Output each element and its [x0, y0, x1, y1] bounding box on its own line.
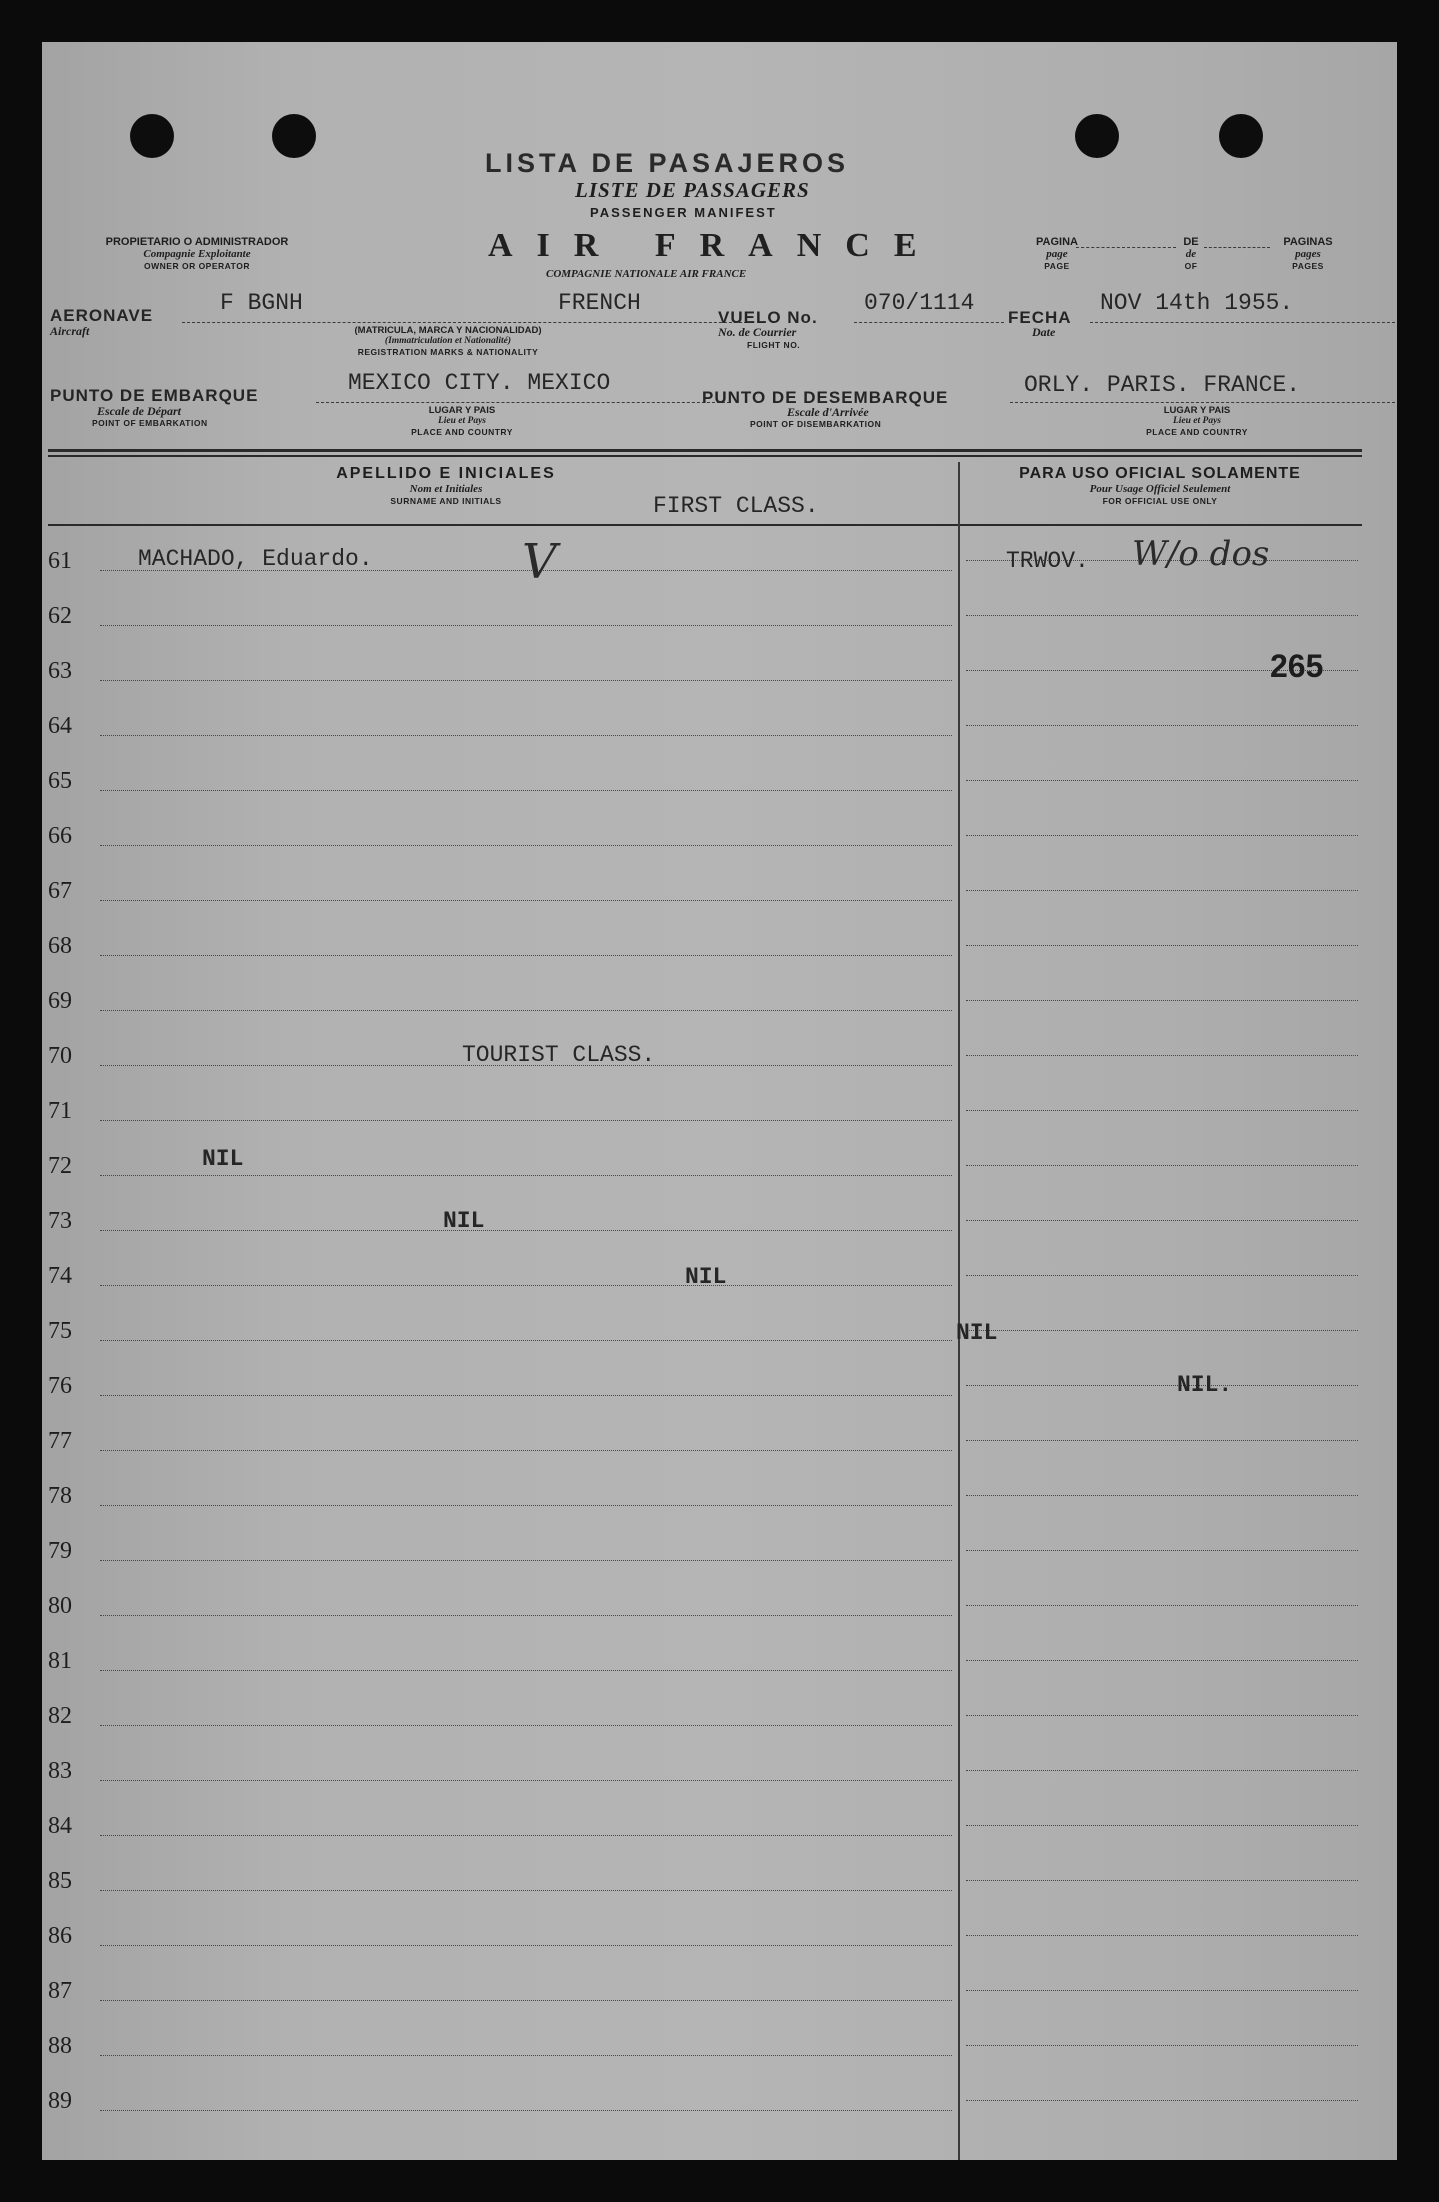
row-number-79: 79: [48, 1538, 72, 1564]
row-line-name: [100, 2055, 952, 2056]
row-line-official: [966, 2100, 1358, 2101]
row-line-name: [100, 1945, 952, 1946]
title-english: PASSENGER MANIFEST: [590, 205, 777, 220]
embark-label-fr: Escale de Départ: [97, 404, 181, 418]
row-line-official: [966, 1055, 1358, 1056]
punch-hole-2: [272, 114, 316, 158]
row-number-87: 87: [48, 1978, 72, 2004]
row-number-86: 86: [48, 1923, 72, 1949]
embark-label: PUNTO DE EMBARQUE: [50, 386, 259, 405]
row-number-70: 70: [48, 1043, 72, 1069]
page-label: PAGINA page PAGE: [1036, 236, 1078, 271]
row-line-official: [966, 1440, 1358, 1441]
pages-label: PAGINAS pages PAGES: [1283, 236, 1333, 271]
row-line-name: [100, 900, 952, 901]
title-french: LISTE DE PASSAGERS: [575, 178, 810, 202]
date-value: NOV 14th 1955.: [1100, 290, 1294, 316]
row-line-name: [100, 1505, 952, 1506]
row-line-name: [100, 1560, 952, 1561]
row-line-name: [100, 1615, 952, 1616]
row-line-official: [966, 780, 1358, 781]
manifest-sheet: [42, 42, 1397, 2160]
owner-label: [52, 236, 342, 272]
row-number-80: 80: [48, 1593, 72, 1619]
row-line-name: [100, 1120, 952, 1121]
row-number-78: 78: [48, 1483, 72, 1509]
punch-hole-1: [130, 114, 174, 158]
row-number-85: 85: [48, 1868, 72, 1894]
owner-label-en: OWNER OR OPERATOR: [144, 261, 250, 271]
official-signature: W/o dos: [1132, 534, 1270, 574]
row-line-name: [100, 955, 952, 956]
row-line-name: [100, 2110, 952, 2111]
row-line-official: [966, 1275, 1358, 1276]
tourist-class-heading: TOURIST CLASS.: [462, 1042, 656, 1068]
nil-entry-4: NIL: [956, 1320, 998, 1346]
row-line-official: [966, 1605, 1358, 1606]
punch-hole-4: [1219, 114, 1263, 158]
flight-number: 070/1114: [864, 290, 975, 316]
row-number-69: 69: [48, 988, 72, 1014]
row-number-89: 89: [48, 2088, 72, 2114]
row-number-64: 64: [48, 713, 72, 739]
row-number-76: 76: [48, 1373, 72, 1399]
row-line-name: [100, 1890, 952, 1891]
row-line-official: [966, 725, 1358, 726]
flight-label-en: FLIGHT NO.: [747, 340, 801, 350]
row-line-name: [100, 1340, 952, 1341]
row-line-official: [966, 1550, 1358, 1551]
row-line-name: [100, 1670, 952, 1671]
airline-subtitle: COMPAGNIE NATIONALE AIR FRANCE: [546, 268, 747, 280]
owner-label-fr: Compagnie Exploitante: [143, 248, 251, 260]
title-spanish: LISTA DE PASAJEROS: [485, 148, 850, 178]
header-rule-top: [48, 449, 1362, 452]
check-mark: V: [522, 534, 557, 590]
row-line-official: [966, 1825, 1358, 1826]
row-line-official: [966, 1495, 1358, 1496]
official-code: TRWOV.: [1006, 548, 1089, 574]
row-number-62: 62: [48, 603, 72, 629]
row-line-name: [100, 1395, 952, 1396]
passenger-name: MACHADO, Eduardo.: [138, 546, 373, 572]
row-line-official: [966, 1935, 1358, 1936]
airline-name: AIR FRANCE: [488, 227, 941, 264]
aircraft-sub: (MATRICULA, MARCA Y NACIONALIDAD) (Immatriculation et Nationalité) REGISTRATION MARKS & NATIONALITY: [354, 325, 542, 357]
row-number-82: 82: [48, 1703, 72, 1729]
nil-entry-1: NIL: [202, 1146, 244, 1172]
row-line-official: [966, 1880, 1358, 1881]
row-line-name: [100, 845, 952, 846]
row-number-67: 67: [48, 878, 72, 904]
row-line-official: [966, 1385, 1358, 1386]
row-line-official: [966, 1165, 1358, 1166]
row-line-name: [100, 680, 952, 681]
date-label-fr: Date: [1032, 325, 1056, 339]
row-number-65: 65: [48, 768, 72, 794]
row-line-official: [966, 1770, 1358, 1771]
flight-label-fr: No. de Courrier: [718, 325, 797, 339]
row-line-official: [966, 1715, 1358, 1716]
row-number-61: 61: [48, 548, 72, 574]
row-number-88: 88: [48, 2033, 72, 2059]
row-number-77: 77: [48, 1428, 72, 1454]
nil-entry-5: NIL.: [1177, 1372, 1233, 1398]
page-of-label: DE de OF: [1183, 236, 1199, 271]
row-line-official: [966, 2045, 1358, 2046]
embark-value: MEXICO CITY. MEXICO: [348, 370, 611, 396]
nil-entry-3: NIL: [685, 1264, 727, 1290]
row-line-name: [100, 625, 952, 626]
row-number-74: 74: [48, 1263, 72, 1289]
row-line-name: [100, 1450, 952, 1451]
disembark-label-en: POINT OF DISEMBARKATION: [750, 419, 882, 429]
row-line-official: [966, 1000, 1358, 1001]
disembark-value: ORLY. PARIS. FRANCE.: [1024, 372, 1301, 398]
row-number-84: 84: [48, 1813, 72, 1839]
row-line-name: [100, 1285, 952, 1286]
row-number-72: 72: [48, 1153, 72, 1179]
row-number-73: 73: [48, 1208, 72, 1234]
row-line-name: [100, 735, 952, 736]
row-line-official: [966, 1330, 1358, 1331]
row-line-name: [100, 2000, 952, 2001]
nil-entry-2: NIL: [443, 1208, 485, 1234]
disembark-sub: LUGAR Y PAIS Lieu et Pays PLACE AND COUNTRY: [1146, 405, 1248, 437]
row-number-83: 83: [48, 1758, 72, 1784]
stamp-number: 265: [1270, 648, 1324, 684]
header-rule-bottom: [48, 455, 1362, 457]
row-line-official: [966, 1220, 1358, 1221]
name-column-header: APELLIDO E INICIALES Nom et Initiales SURNAME AND INITIALS: [336, 465, 556, 506]
row-line-name: [100, 1175, 952, 1176]
row-line-official: [966, 615, 1358, 616]
embark-sub: LUGAR Y PAIS Lieu et Pays PLACE AND COUNTRY: [411, 405, 513, 437]
row-line-name: [100, 1725, 952, 1726]
row-line-name: [100, 1010, 952, 1011]
aircraft-registration: F BGNH: [220, 290, 303, 316]
row-line-name: [100, 790, 952, 791]
embark-label-en: POINT OF EMBARKATION: [92, 418, 208, 428]
row-number-81: 81: [48, 1648, 72, 1674]
row-number-75: 75: [48, 1318, 72, 1344]
row-line-official: [966, 1110, 1358, 1111]
row-line-official: [966, 1990, 1358, 1991]
row-number-63: 63: [48, 658, 72, 684]
disembark-label: PUNTO DE DESEMBARQUE: [702, 388, 949, 407]
aircraft-nationality: FRENCH: [558, 290, 641, 316]
flight-label: VUELO No.: [718, 308, 818, 327]
owner-label-es: PROPIETARIO O ADMINISTRADOR: [105, 236, 289, 248]
aircraft-label: AERONAVE: [50, 306, 154, 325]
row-line-official: [966, 945, 1358, 946]
row-line-name: [100, 1780, 952, 1781]
row-line-official: [966, 890, 1358, 891]
row-line-official: [966, 1660, 1358, 1661]
row-line-official: [966, 835, 1358, 836]
punch-hole-3: [1075, 114, 1119, 158]
row-number-66: 66: [48, 823, 72, 849]
date-label: FECHA: [1008, 308, 1072, 327]
row-line-name: [100, 1835, 952, 1836]
column-divider: [958, 462, 960, 2160]
disembark-label-fr: Escale d'Arrivée: [787, 405, 869, 419]
first-class-heading: FIRST CLASS.: [653, 493, 819, 519]
aircraft-label-fr: Aircraft: [50, 324, 90, 338]
row-number-68: 68: [48, 933, 72, 959]
official-column-header: PARA USO OFICIAL SOLAMENTE Pour Usage Officiel Seulement FOR OFFICIAL USE ONLY: [1019, 465, 1301, 506]
row-number-71: 71: [48, 1098, 72, 1124]
row-line-name: [100, 1230, 952, 1231]
